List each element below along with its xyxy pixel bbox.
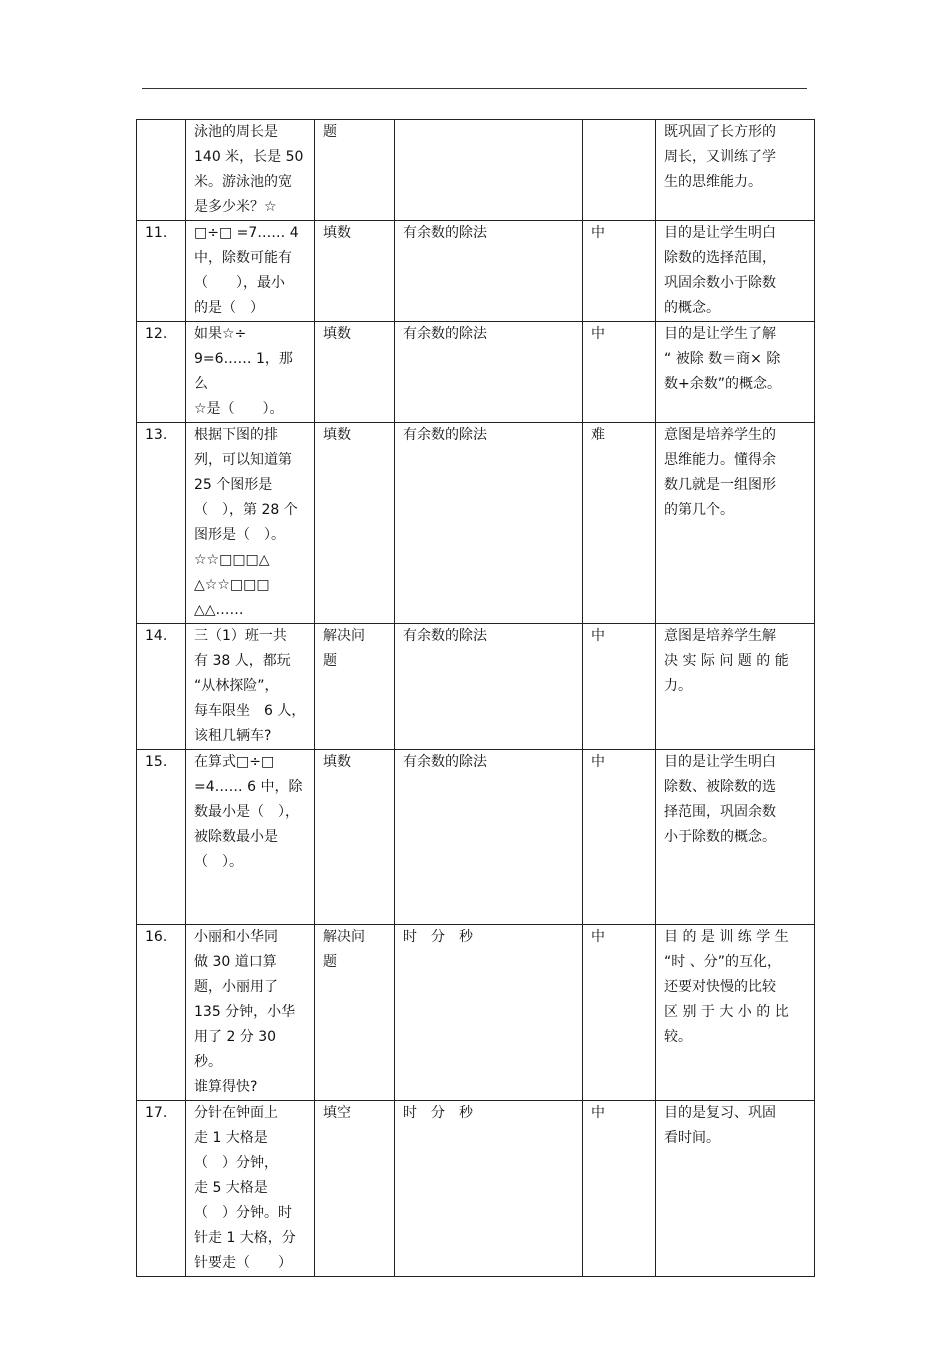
design-intent: 既巩固了长方形的 周长，又训练了学 生的思维能力。 bbox=[656, 120, 815, 221]
question-content: 泳池的周长是 140 米，长是 50 米。游泳池的宽 是多少米？☆ bbox=[186, 120, 315, 221]
table-row bbox=[137, 322, 815, 423]
question-type: 解决问 题 bbox=[315, 925, 395, 1101]
design-intent: 意图是培养学生解 决 实 际 问 题 的 能 力。 bbox=[656, 624, 815, 750]
question-type: 填数 bbox=[315, 423, 395, 624]
design-intent: 意图是培养学生的 思维能力。懂得余 数几就是一组图形 的第几个。 bbox=[656, 423, 815, 624]
table-row bbox=[137, 925, 815, 1101]
design-intent: 目 的 是 训 练 学 生 “时 、分”的互化， 还要对快慢的比较 区 别 于 大 小 的 比 较。 bbox=[656, 925, 815, 1101]
knowledge-point: 时 分 秒 bbox=[395, 925, 583, 1101]
difficulty: 中 bbox=[583, 1101, 656, 1277]
difficulty bbox=[583, 120, 656, 221]
header-rule bbox=[142, 88, 807, 89]
difficulty: 中 bbox=[583, 322, 656, 423]
knowledge-point: 时 分 秒 bbox=[395, 1101, 583, 1277]
difficulty: 中 bbox=[583, 624, 656, 750]
row-number: 12. bbox=[137, 322, 186, 423]
difficulty: 中 bbox=[583, 221, 656, 322]
table-row bbox=[137, 624, 815, 750]
knowledge-point bbox=[395, 120, 583, 221]
knowledge-point: 有余数的除法 bbox=[395, 322, 583, 423]
question-content: 在算式□÷□ =4…… 6 中，除 数最小是（ ）， 被除数最小是 （ ）。 bbox=[186, 750, 315, 925]
question-content: 三（1）班一共 有 38 人，都玩 “从林探险”， 每车限坐 6 人， 该租几辆车? bbox=[186, 624, 315, 750]
knowledge-point: 有余数的除法 bbox=[395, 221, 583, 322]
question-content: 根据下图的排 列，可以知道第 25 个图形是 （ ），第 28 个 图形是（ ）。 ☆☆□□□△ △☆☆□□□ △△…… bbox=[186, 423, 315, 624]
design-intent: 目的是让学生明白 除数的选择范围， 巩固余数小于除数 的概念。 bbox=[656, 221, 815, 322]
question-type: 填数 bbox=[315, 322, 395, 423]
question-table bbox=[136, 119, 815, 1277]
row-number: 17. bbox=[137, 1101, 186, 1277]
difficulty: 难 bbox=[583, 423, 656, 624]
table-row bbox=[137, 750, 815, 925]
difficulty: 中 bbox=[583, 750, 656, 925]
design-intent: 目的是复习、巩固 看时间。 bbox=[656, 1101, 815, 1277]
question-content: □÷□ =7…… 4 中，除数可能有 （ ），最小 的是（ ） bbox=[186, 221, 315, 322]
table-row bbox=[137, 120, 815, 221]
table-row bbox=[137, 221, 815, 322]
design-intent: 目的是让学生明白 除数、被除数的选 择范围，巩固余数 小于除数的概念。 bbox=[656, 750, 815, 925]
question-type: 填数 bbox=[315, 221, 395, 322]
question-type: 填数 bbox=[315, 750, 395, 925]
table-row bbox=[137, 1101, 815, 1277]
question-content: 如果☆÷ 9=6…… 1，那么 ☆是（ ）。 bbox=[186, 322, 315, 423]
row-number: 14. bbox=[137, 624, 186, 750]
row-number: 15. bbox=[137, 750, 186, 925]
question-type: 解决问 题 bbox=[315, 624, 395, 750]
question-content: 分针在钟面上 走 1 大格是 （ ）分钟， 走 5 大格是 （ ）分钟。时 针走 1 大格，分 针要走（ ） bbox=[186, 1101, 315, 1277]
row-number: 11. bbox=[137, 221, 186, 322]
knowledge-point: 有余数的除法 bbox=[395, 624, 583, 750]
design-intent: 目的是让学生了解 “ 被除 数＝商× 除 数+余数”的概念。 bbox=[656, 322, 815, 423]
knowledge-point: 有余数的除法 bbox=[395, 750, 583, 925]
question-content: 小丽和小华同 做 30 道口算 题，小丽用了 135 分钟，小华 用了 2 分 30 秒。 谁算得快? bbox=[186, 925, 315, 1101]
question-type: 题 bbox=[315, 120, 395, 221]
knowledge-point: 有余数的除法 bbox=[395, 423, 583, 624]
row-number bbox=[137, 120, 186, 221]
row-number: 13. bbox=[137, 423, 186, 624]
table-row bbox=[137, 423, 815, 624]
question-type: 填空 bbox=[315, 1101, 395, 1277]
row-number: 16. bbox=[137, 925, 186, 1101]
difficulty: 中 bbox=[583, 925, 656, 1101]
